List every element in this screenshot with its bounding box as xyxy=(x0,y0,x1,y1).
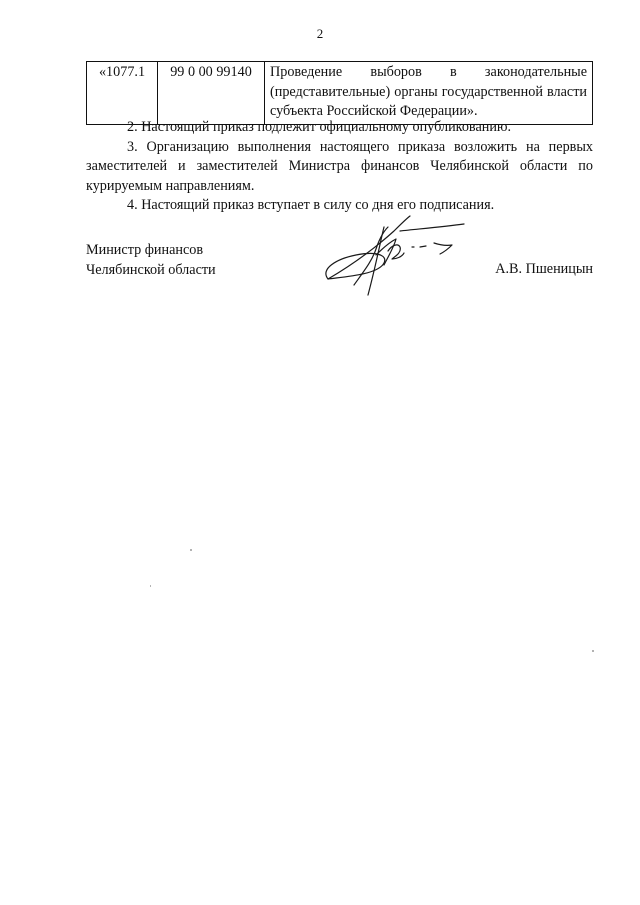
budget-code-cell: «1077.1 xyxy=(87,62,158,125)
scan-speck xyxy=(190,549,192,551)
scan-speck xyxy=(150,585,151,587)
classification-code-cell: 99 0 00 99140 xyxy=(158,62,265,125)
position-line-1: Министр финансов xyxy=(86,242,204,258)
position-line-2: Челябинской области xyxy=(86,261,216,278)
budget-table xyxy=(86,61,593,125)
signatory-position xyxy=(86,241,216,280)
handwritten-signature-icon xyxy=(318,215,468,297)
paragraph-publication: 2. Настоящий приказ подлежит официальному опубликованию. xyxy=(127,119,512,135)
page-number: 2 xyxy=(316,26,324,41)
paragraph-execution: 3. Организацию выполнения настоящего приказа возложить на первых заместителей и заместителей Министра финансов Челябинской области по курируемым направлениям. xyxy=(86,138,593,194)
scan-speck xyxy=(592,650,594,652)
paragraph-effective-date: 4. Настоящий приказ вступает в силу со дня его подписания. xyxy=(127,197,495,213)
table-row xyxy=(87,62,593,125)
signatory-name: А.В. Пшеницын xyxy=(495,261,593,277)
order-paragraphs xyxy=(86,118,593,216)
signature-block xyxy=(86,241,593,301)
expense-name-cell: Проведение выборов в законодательные (представительные) органы государственной власти субъекта Российской Федерации». xyxy=(265,62,593,125)
